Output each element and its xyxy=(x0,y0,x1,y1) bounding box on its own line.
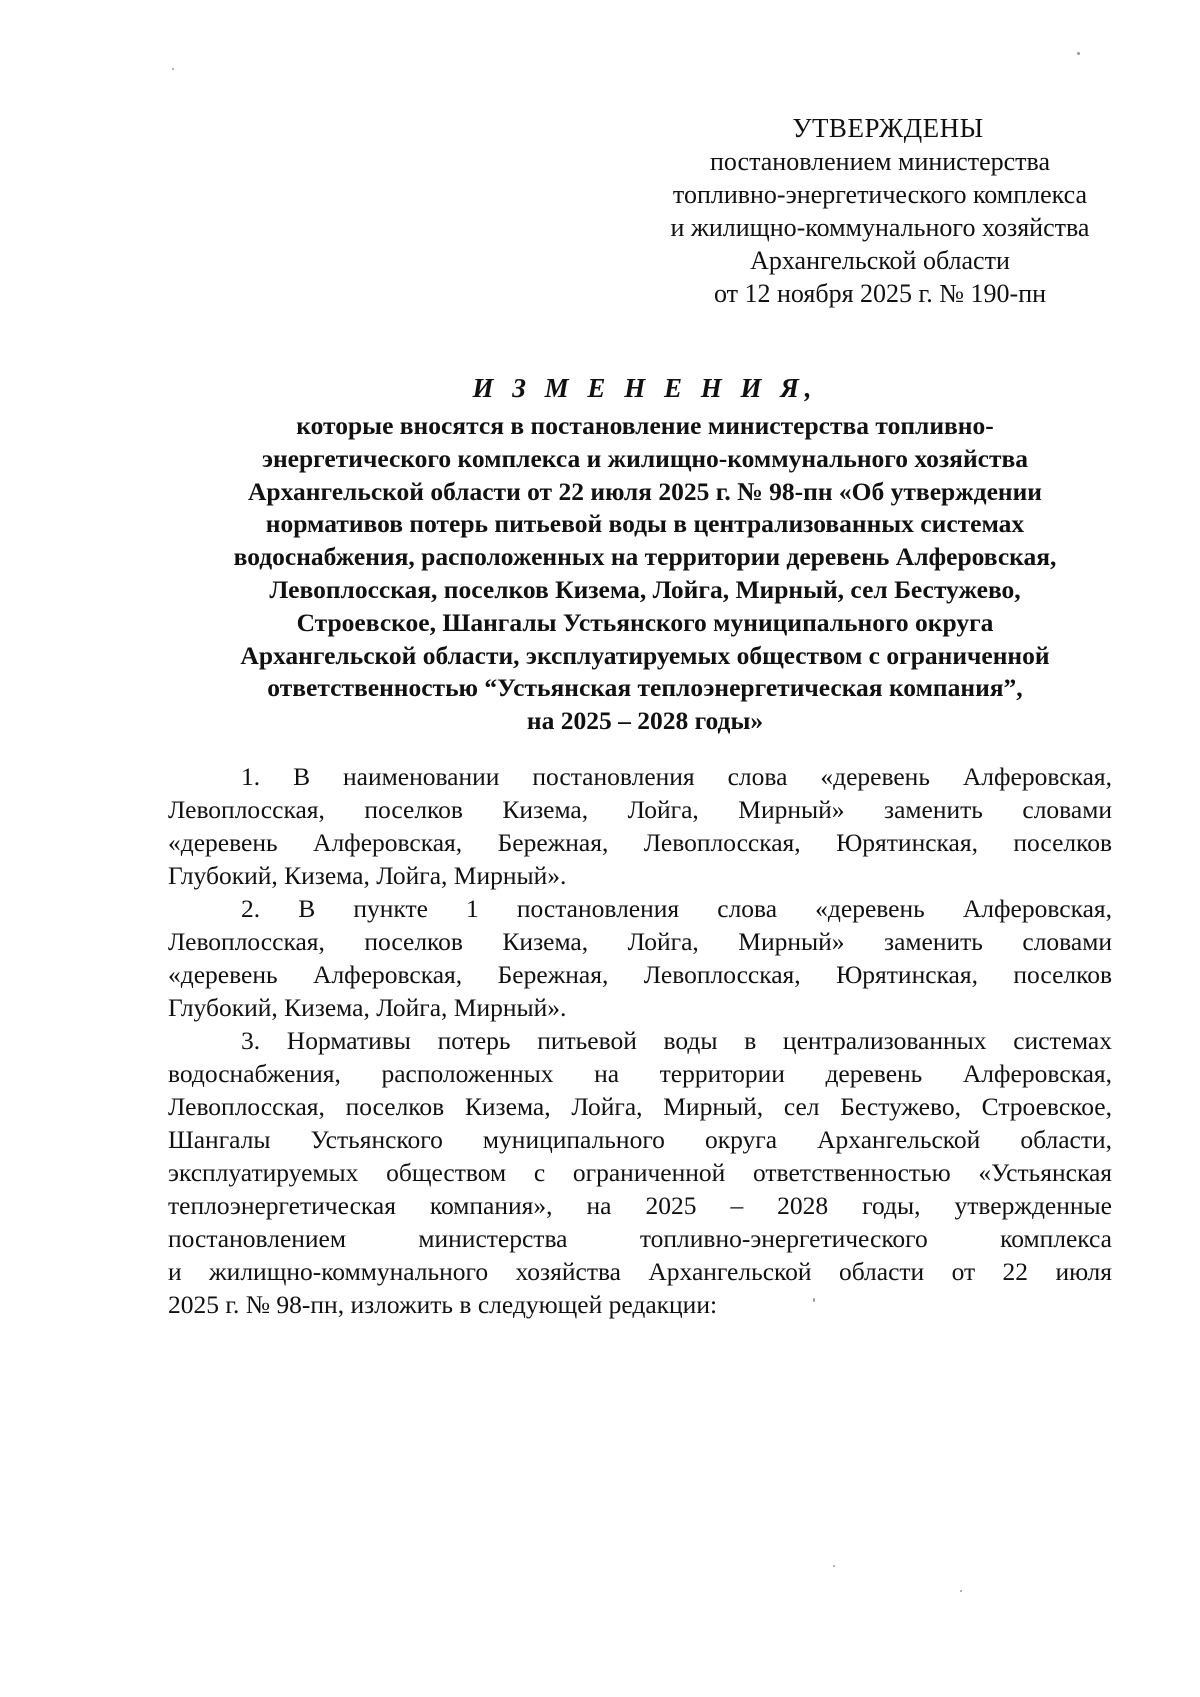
paragraph-line: теплоэнергетическая компания», на 2025 – 2028 годы, утвержденные xyxy=(168,1191,1112,1220)
paragraph-line: эксплуатируемых обществом с ограниченной ответственностью «Устьянская xyxy=(168,1158,1112,1187)
document-subtitle-line: на 2025 – 2028 годы» xyxy=(526,706,764,736)
document-subtitle-line: водоснабжения, расположенных на территории деревень Алферовская, xyxy=(233,542,1057,572)
document-subtitle-line: ответственностью “Устьянская теплоэнергетическая компания”, xyxy=(267,673,1023,703)
paragraph-line: 3. Нормативы потерь питьевой воды в централизованных системах xyxy=(241,1026,1112,1055)
document-title: И З М Е Н Е Н И Я, xyxy=(472,373,818,403)
paragraph-line: Глубокий, Кизема, Лойга, Мирный». xyxy=(168,993,567,1022)
scan-speck xyxy=(960,1590,962,1592)
approval-line: от 12 ноября 2025 г. № 190-пн xyxy=(713,279,1047,308)
scan-speck xyxy=(172,68,174,70)
paragraph-line: «деревень Алферовская, Бережная, Левоплосская, Юрятинская, поселков xyxy=(168,828,1112,857)
document-subtitle-line: энергетического комплекса и жилищно-коммунального хозяйства xyxy=(261,443,1029,473)
paragraph-line: и жилищно-коммунального хозяйства Архангельской области от 22 июля xyxy=(168,1257,1112,1286)
document-subtitle-line: Строевское, Шангалы Устьянского муниципального округа xyxy=(296,607,994,637)
approval-line: и жилищно-коммунального хозяйства xyxy=(670,213,1090,242)
approval-title: УТВЕРЖДЕНЫ xyxy=(792,113,984,143)
document-subtitle-line: Архангельской области, эксплуатируемых обществом с ограниченной xyxy=(240,640,1050,670)
scan-speck xyxy=(833,1565,835,1567)
paragraph-line: Левоплосская, поселков Кизема, Лойга, Мирный, сел Бестужево, Строевское, xyxy=(168,1092,1112,1121)
approval-line: постановлением министерства xyxy=(709,147,1051,176)
approval-line: топливно-энергетического комплекса xyxy=(672,180,1088,209)
paragraph-3 xyxy=(168,1024,1112,1321)
paragraph-line: водоснабжения, расположенных на территории деревень Алферовская, xyxy=(168,1059,1112,1088)
paragraph-1 xyxy=(168,760,1112,892)
scan-speck xyxy=(813,1298,815,1302)
approval-stamp-block xyxy=(600,112,1160,310)
paragraph-line: Левоплосская, поселков Кизема, Лойга, Мирный» заменить словами xyxy=(168,795,1112,824)
paragraph-line: Глубокий, Кизема, Лойга, Мирный». xyxy=(168,861,567,890)
paragraph-2 xyxy=(168,892,1112,1024)
approval-line: Архангельской области xyxy=(750,246,1010,275)
paragraph-line: 2. В пункте 1 постановления слова «деревень Алферовская, xyxy=(241,894,1112,923)
document-body xyxy=(168,760,1112,1321)
paragraph-line: постановлением министерства топливно-энергетического комплекса xyxy=(168,1224,1112,1253)
document-subtitle-line: Левоплосская, поселков Кизема, Лойга, Мирный, сел Бестужево, xyxy=(269,574,1021,604)
paragraph-line: Левоплосская, поселков Кизема, Лойга, Мирный» заменить словами xyxy=(168,927,1112,956)
document-subtitle-line: нормативов потерь питьевой воды в централизованных системах xyxy=(265,509,1025,539)
paragraph-line: Шангалы Устьянского муниципального округа Архангельской области, xyxy=(168,1125,1112,1154)
document-subtitle-line: Архангельской области от 22 июля 2025 г. № 98-пн «Об утверждении xyxy=(248,476,1042,506)
document-subtitle-line: которые вносятся в постановление министерства топливно- xyxy=(296,411,994,440)
scan-speck xyxy=(1077,52,1080,55)
paragraph-line: 1. В наименовании постановления слова «деревень Алферовская, xyxy=(241,762,1112,791)
paragraph-line: 2025 г. № 98-пн, изложить в следующей редакции: xyxy=(168,1290,718,1319)
document-heading xyxy=(140,370,1150,738)
paragraph-line: «деревень Алферовская, Бережная, Левоплосская, Юрятинская, поселков xyxy=(168,960,1112,989)
